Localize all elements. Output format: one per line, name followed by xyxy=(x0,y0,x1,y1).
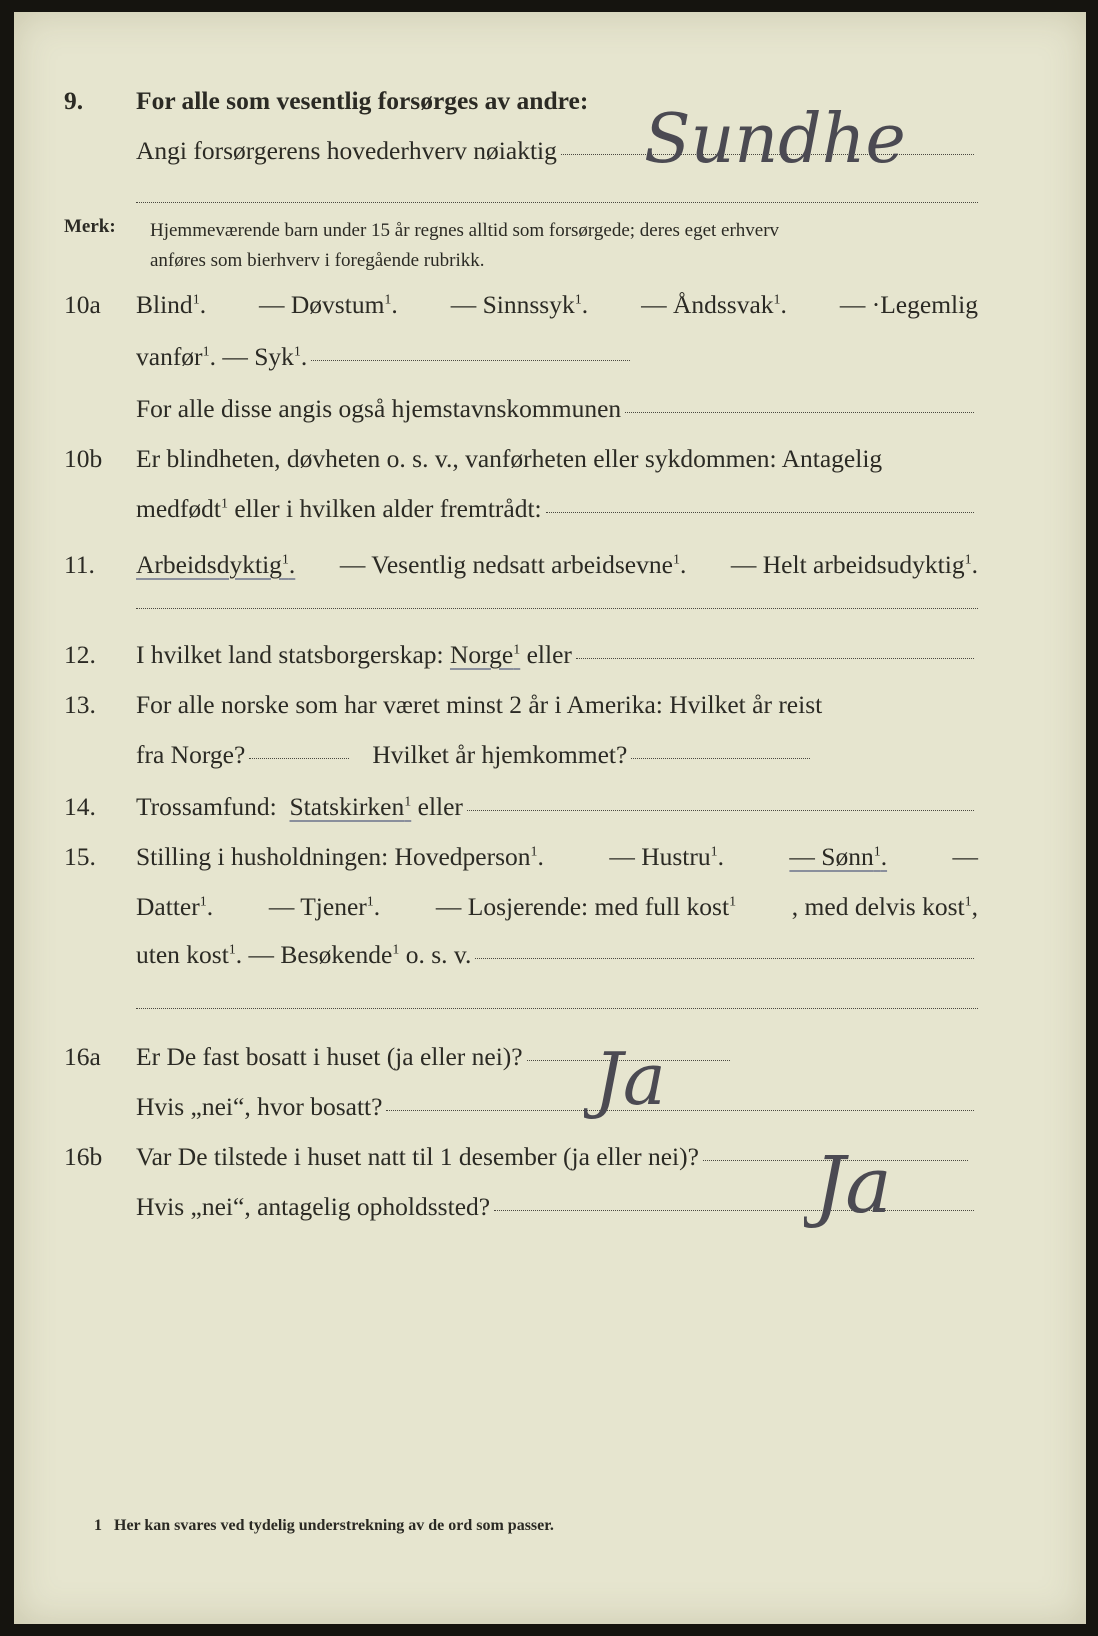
q11-extra-line[interactable] xyxy=(136,608,978,609)
q9-number: 9. xyxy=(64,86,84,115)
opt-datter[interactable]: Datter$^1$. xyxy=(136,892,214,921)
merk-label: Merk: xyxy=(64,216,116,237)
q14-number: 14. xyxy=(64,792,96,821)
opt-sinnssyk[interactable]: — Sinnssyk$^1$. xyxy=(450,290,589,319)
q16a-question: Er De fast bosatt i huset (ja eller nei)? xyxy=(136,1042,523,1071)
opt-syk[interactable]: — Syk$^1$. xyxy=(222,342,308,371)
q9-answer-line[interactable] xyxy=(561,154,974,155)
hjemstavn-answer-line[interactable] xyxy=(625,412,974,413)
q15-number: 15. xyxy=(64,842,96,871)
q15-answer-line[interactable] xyxy=(475,958,974,959)
hjemstavn-label: For alle disse angis også hjemstavnskommunen xyxy=(136,394,622,423)
opt-sonn[interactable]: — Sønn$^1$. xyxy=(789,842,888,871)
opt-dovstum[interactable]: — Døvstum$^1$. xyxy=(259,290,398,319)
merk-line1: Hjemmeværende barn under 15 år regnes alltid som forsørgede; deres eget erhverv xyxy=(150,220,780,241)
opt-norge[interactable]: Norge$^1$ xyxy=(449,640,521,669)
q16b-answer-line[interactable] xyxy=(703,1160,968,1161)
q16a-answer-line[interactable] xyxy=(527,1060,730,1061)
syk-answer-line[interactable] xyxy=(311,360,630,361)
footnote-mark: 1 xyxy=(94,1517,102,1534)
bosatt-answer-line[interactable] xyxy=(386,1110,974,1111)
merk-line2: anføres som bierhverv i foregående rubrikk. xyxy=(150,250,485,271)
q10a-number: 10a xyxy=(64,290,101,319)
q11-number: 11. xyxy=(64,550,95,579)
q16b-question: Var De tilstede i huset natt til 1 desember (ja eller nei)? xyxy=(136,1142,699,1171)
svg-text:Sundhe: Sundhe xyxy=(644,100,906,179)
opt-arbeidsdyktig[interactable]: Arbeidsdyktig$^1$. xyxy=(136,550,296,579)
q9-extra-line[interactable] xyxy=(136,202,978,203)
opt-nedsatt[interactable]: — Vesentlig nedsatt arbeidsevne$^1$. xyxy=(339,550,687,579)
opt-tjener[interactable]: — Tjener$^1$. xyxy=(268,892,381,921)
q14-label: Trossamfund: xyxy=(136,792,277,821)
q14-answer-line[interactable] xyxy=(467,810,974,811)
alder-answer-line[interactable] xyxy=(546,512,974,513)
opholdssted-label: Hvis „nei“, antagelig opholdssted? xyxy=(136,1192,491,1221)
svg-text:Ja: Ja xyxy=(814,1141,892,1231)
q16a-number: 16a xyxy=(64,1042,101,1071)
opt-legemlig[interactable]: — ·Legemlig xyxy=(839,290,978,319)
opt-statskirken[interactable]: Statskirken$^1$ xyxy=(289,792,412,821)
opt-delvis-kost[interactable]: , med delvis kost$^1$, xyxy=(791,892,978,921)
hjemkommet-label: Hvilket år hjemkommet? xyxy=(372,740,628,769)
opt-udyktig[interactable]: — Helt arbeidsudyktig$^1$. xyxy=(730,550,978,579)
opt-besokende[interactable]: — Besøkende$^1$ xyxy=(248,940,400,969)
q12-number: 12. xyxy=(64,640,96,669)
q12-answer-line[interactable] xyxy=(576,658,974,659)
q9-label: Angi forsørgerens hovederhverv nøiaktig xyxy=(136,136,557,165)
q10b-number: 10b xyxy=(64,444,103,473)
alder-label: eller i hvilken alder fremtrådt: xyxy=(234,494,542,523)
opt-blind[interactable]: Blind$^1$. xyxy=(136,290,207,319)
svg-text:Ja: Ja xyxy=(594,1037,666,1121)
reist-label: fra Norge? xyxy=(136,740,246,769)
opt-full-kost[interactable]: — Losjerende: med full kost$^1$ xyxy=(435,892,737,921)
reist-answer-line[interactable] xyxy=(249,758,349,759)
q12-label: I hvilket land statsborgerskap: xyxy=(136,640,444,669)
opt-vanfor[interactable]: vanfør$^1$. xyxy=(136,342,216,371)
opt-hovedperson[interactable]: Stilling i husholdningen: Hovedperson$^1$. xyxy=(136,842,544,871)
hjemkommet-answer-line[interactable] xyxy=(631,758,810,759)
q15-osv: o. s. v. xyxy=(405,940,472,969)
q15-extra-line[interactable] xyxy=(136,1008,978,1009)
footnote-text: Her kan svares ved tydelig understrekning av de ord som passer. xyxy=(114,1517,554,1534)
q12-eller: eller xyxy=(526,640,572,669)
bosatt-label: Hvis „nei“, hvor bosatt? xyxy=(136,1092,383,1121)
census-form-page: 9. For alle som vesentlig forsørges av andre: Angi forsørgerens hovederhverv nøiaktig Sundhe Merk: Hjemmeværende barn under 15 år regnes alltid som forsørgede; deres eget erhverv anføres som bierhverv i foregående rubrikk. 10a Blind$^1$. — Døvstum$^1$. — Sinnssyk$^1$. — Åndssvak$^1$. — ·Legemlig vanfør$^1$. — Syk$^1$. For alle disse angis også hjemstavnskommunen 10b Er blindheten, døvheten o. s. v., vanførheten eller sykdommen: Antagelig medfødt$^1$ eller i hvilken alder fremtrådt: 11. Arbeidsdyktig$^1$. — Vesentlig nedsatt arbeidsevne$^1$. — Helt arbeidsudyktig$^1$. 12. I hvilket land statsborgerskap: Norge$^1$ eller 13. For alle norske som har været minst 2 år i Amerika: Hvilket år reist fra Norge? Hvilket år hjemkommet? 14. Trossamfund: Statskirken$^1$ eller 15. Stilling i husholdningen: Hovedperson$^1$. — Hustru$^1$. — Sønn$^1$. — Datter$^1$. — Tjener$^1$. — Losjerende: med full kost$^1$ , med delvis kost$^1$, uten kost$^1$. — Besøkende$^1$ o. s. v. 16a Er De fast bosatt i huset (ja eller nei)? Hvis „nei“, hvor bosatt? Ja 16b Var De tilstede i huset natt til 1 desember (ja eller nei)? Hvis „nei“, antagelig opholdssted? Ja 1 Her kan svares ved tydelig understrekning av de ord som passer. xyxy=(14,12,1086,1624)
opt-uten-kost[interactable]: uten kost$^1$. xyxy=(136,940,243,969)
footnote xyxy=(94,1517,554,1535)
q13-number: 13. xyxy=(64,690,96,719)
opt-andssvak[interactable]: — Åndssvak$^1$. xyxy=(641,290,787,319)
q15-dash: — xyxy=(952,842,978,871)
q13-question: For alle norske som har været minst 2 år i Amerika: Hvilket år reist xyxy=(136,690,823,719)
q16b-number: 16b xyxy=(64,1142,103,1171)
q10b-question: Er blindheten, døvheten o. s. v., vanførheten eller sykdommen: Antagelig xyxy=(136,444,883,473)
opholdssted-answer-line[interactable] xyxy=(494,1210,974,1211)
opt-medfodt[interactable]: medfødt$^1$ xyxy=(136,494,228,523)
opt-hustru[interactable]: — Hustru$^1$. xyxy=(609,842,724,871)
q14-eller: eller xyxy=(417,792,463,821)
